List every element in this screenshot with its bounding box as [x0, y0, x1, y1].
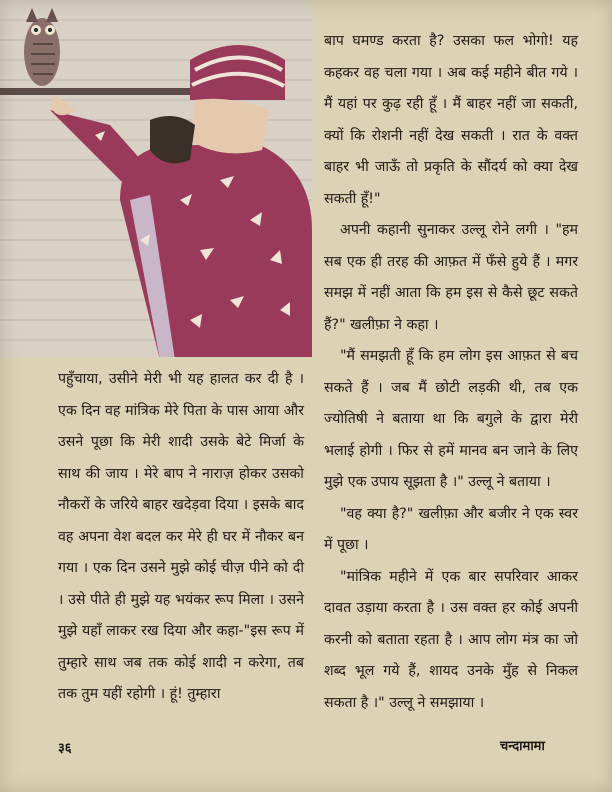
- left-column-text: [58, 364, 304, 711]
- page-number: ३६: [58, 741, 72, 756]
- paragraph: बाप घमण्ड करता है? उसका फल भोगो! यह कहकर वह चला गया । अब कई महीने बीत गये । मैं यहां पर कुढ़ रही हूँ । मैं बाहर नहीं जा सकती, क्यों कि रोशनी नहीं देख सकती । रात के वक्त बाहर भी जाऊँ तो प्रकृति के सौंदर्य को क्या देख सकती हूँ!": [324, 33, 578, 207]
- paragraph: "मैं समझती हूँ कि हम लोग इस आफ़त से बच सकते हैं । जब मैं छोटी लड़की थी, तब एक ज्योतिषी ने बताया था कि बगुले के द्वारा मेरी भलाई होगी । फिर से हमें मानव बन जाने के लिए मुझे एक उपाय सूझता है ।" उल्लू ने बताया ।: [324, 348, 578, 490]
- right-column-text: [324, 26, 578, 719]
- paragraph: पहुँचाया, उसीने मेरी भी यह हालत कर दी है । एक दिन वह मांत्रिक मेरे पिता के पास आया और उसने पूछा कि मेरी शादी उसके बेटे मिर्जा के साथ की जाय । मेरे बाप ने नाराज़ होकर उसको नौकरों के जरिये बाहर खदेड़वा दिया । इसके बाद वह अपना वेश बदल कर मेरे ही घर में नौकर बन गया । एक दिन उसने मुझे कोई चीज़ पीने को दी । उसे पीते ही मुझे यह भयंकर रूप मिला । उसने मुझे यहाँ लाकर रख दिया और कहा-"इस रूप में तुम्हारे साथ जब तक कोई शादी न करेगा, तब तक तुम यहीं रहोगी । हूं! तुम्हारा: [58, 371, 304, 702]
- paragraph: अपनी कहानी सुनाकर उल्लू रोने लगी । "हम सब एक ही तरह की आफ़त में फँसे हुये हैं । मगर समझ में नहीं आता कि हम इस से कैसे छूट सकते हैं?" खलीफ़ा ने कहा ।: [324, 222, 578, 333]
- owl-and-man-illustration-icon: [0, 0, 312, 357]
- paragraph: "वह क्या है?" खलीफ़ा और बजीर ने एक स्वर में पूछा ।: [324, 505, 578, 553]
- story-illustration: [0, 0, 312, 357]
- magazine-name: चन्दामामा: [500, 739, 545, 754]
- paragraph: "मांत्रिक महीने में एक बार सपरिवार आकर दावत उड़ाया करता है । उस वक्त हर कोई अपनी करनी को बताता रहता है । आप लोग मंत्र का जो शब्द भूल गये हैं, शायद उनके मुँह से निकल सकता है ।" उल्लू ने समझाया ।: [324, 568, 578, 711]
